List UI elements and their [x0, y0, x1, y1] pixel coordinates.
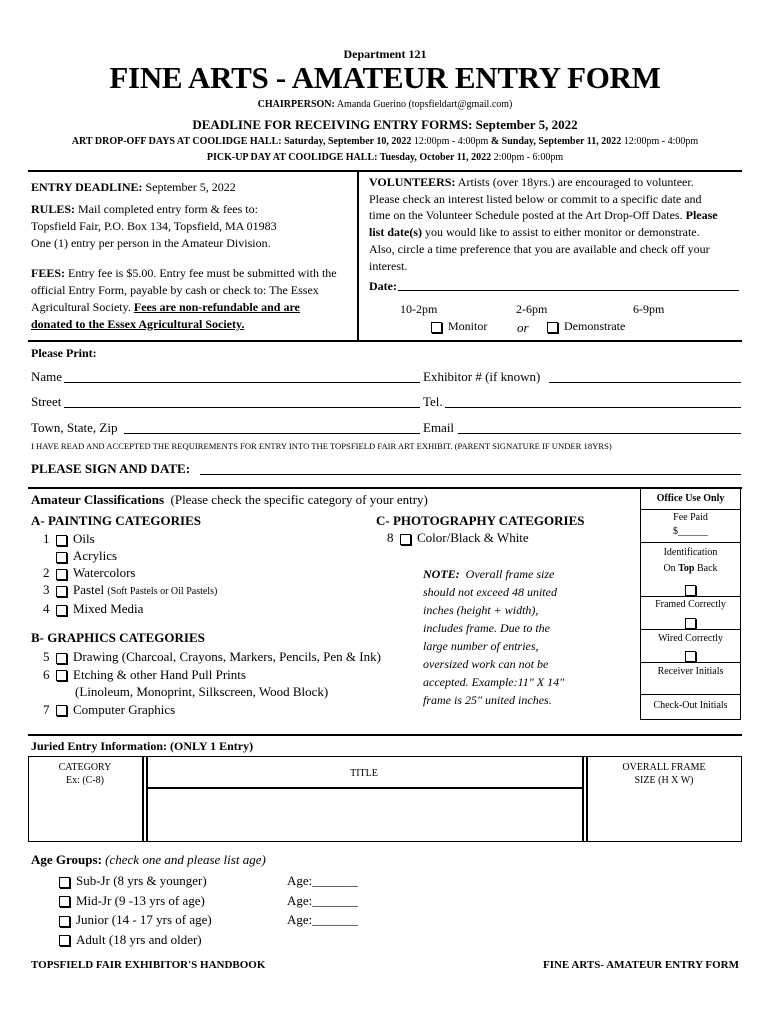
checkbox[interactable] [56, 535, 67, 546]
tel-label: Tel. [423, 394, 443, 409]
divider [28, 170, 742, 172]
divider [640, 596, 741, 597]
category-etching[interactable]: 6 Etching & other Hand Pull Prints [43, 666, 246, 682]
painting-list [43, 530, 217, 617]
checkbox[interactable] [59, 935, 70, 946]
deadline-line: DEADLINE FOR RECEIVING ENTRY FORMS: September 5, 2022 [192, 117, 578, 132]
exhibitor-label: Exhibitor # (if known) [423, 369, 541, 384]
town-label: Town, State, Zip [31, 420, 118, 435]
name-field[interactable] [64, 382, 420, 383]
category-computer-graphics[interactable]: 7 Computer Graphics [43, 701, 176, 717]
divider [640, 509, 741, 510]
email-field[interactable] [458, 433, 741, 434]
etching-detail: (Linoleum, Monoprint, Silkscreen, Wood Block) [75, 684, 329, 699]
volunteers: VOLUNTEERS: Artists (over 18yrs.) are encouraged to volunteer. Please check an interest listed below or commit to a specific date and time on the Volunteer Schedule posted at the Art Drop-Off Dates. Please list date(s) you would like to assist to either monitor or demonstrate. Also, circle a time preference that you are available and check off your interest. [369, 175, 718, 273]
age-sub-jr[interactable]: Sub-Jr (8 yrs & younger) [59, 871, 212, 891]
painting-title: A- PAINTING CATEGORIES [31, 513, 201, 528]
category-photo[interactable]: 8 Color/Black & White [387, 530, 529, 545]
pickup-line: PICK-UP DAY AT COOLIDGE HALL: Tuesday, October 11, 2022 2:00pm - 6:00pm [206, 152, 564, 163]
divider [582, 756, 584, 842]
wired-correctly: Wired Correctly [658, 633, 723, 644]
checkbox[interactable] [59, 916, 70, 927]
checkbox[interactable] [400, 534, 411, 545]
age-field[interactable]: Age:_______ [287, 892, 358, 908]
divider [28, 734, 742, 736]
age-groups-list [59, 871, 212, 949]
classifications-heading: Amateur Classifications (Please check the specific category of your entry) [31, 492, 428, 507]
age-junior[interactable]: Junior (14 - 17 yrs of age) [59, 910, 212, 930]
divider [142, 756, 144, 842]
time-2-6[interactable]: 2-6pm [516, 302, 548, 316]
time-10-2[interactable]: 10-2pm [400, 302, 438, 316]
volunteer-date-label: Date: [369, 279, 397, 293]
email-label: Email [423, 420, 455, 435]
juried-title: Juried Entry Information: (ONLY 1 Entry) [31, 739, 254, 753]
frame-size-header: OVERALL FRAME SIZE (H X W) [622, 762, 706, 786]
divider [640, 542, 741, 543]
category-acrylics[interactable]: Acrylics [43, 547, 217, 564]
age-field[interactable]: Age:_______ [287, 873, 358, 888]
sign-label: PLEASE SIGN AND DATE: [31, 461, 191, 476]
age-adult[interactable]: Adult (18 yrs and older) [59, 930, 212, 950]
checkbox[interactable] [56, 670, 67, 681]
category-input[interactable] [30, 790, 141, 840]
identification: Identification [663, 547, 718, 558]
checkbox[interactable] [56, 705, 67, 716]
category-header: CATEGORY Ex: (C-8) [58, 762, 112, 786]
checkbox[interactable] [56, 653, 67, 664]
graphics-list [43, 648, 381, 718]
divider [28, 487, 742, 489]
demonstrate-checkbox[interactable] [547, 322, 558, 333]
town-field[interactable] [124, 433, 420, 434]
category-drawing[interactable]: 5 Drawing (Charcoal, Crayons, Markers, Pencils, Pen & Ink) [43, 649, 381, 664]
or-label: or [517, 320, 529, 335]
department: Department 121 [343, 47, 427, 61]
graphics-title: B- GRAPHICS CATEGORIES [31, 630, 205, 645]
divider [640, 629, 741, 630]
dropoff-line: ART DROP-OFF DAYS AT COOLIDGE HALL: Saturday, September 10, 2022 12:00pm - 4:00pm & Sunday, September 11, 2022 12:00pm - 4:00pm [71, 136, 699, 147]
age-groups-heading: Age Groups: (check one and please list age) [31, 852, 266, 867]
category-oils[interactable]: 1 Oils [43, 531, 95, 546]
page-title: FINE ARTS - AMATEUR ENTRY FORM [109, 60, 661, 95]
chairperson: CHAIRPERSON: Amanda Guerino (topsfieldart@gmail.com) [257, 99, 513, 110]
checkbox[interactable] [56, 605, 67, 616]
exhibitor-field[interactable] [549, 382, 741, 383]
divider [357, 170, 359, 340]
framed-correctly: Framed Correctly [655, 599, 726, 610]
title-input[interactable] [148, 790, 581, 840]
fee-paid-field[interactable]: $______ [673, 526, 708, 537]
category-pastel[interactable]: 3 Pastel (Soft Pastels or Oil Pastels) [43, 582, 218, 597]
divider [146, 787, 584, 789]
divider [640, 694, 741, 695]
street-label: Street [31, 394, 62, 409]
monitor-checkbox[interactable] [431, 322, 442, 333]
demonstrate-option[interactable]: Demonstrate [547, 319, 625, 334]
please-print: Please Print: [31, 346, 97, 360]
signature-field[interactable] [200, 474, 741, 475]
monitor-option[interactable]: Monitor [431, 319, 487, 334]
divider [640, 662, 741, 663]
checkbox[interactable] [59, 896, 70, 907]
category-mixed-media[interactable]: 4 Mixed Media [43, 601, 144, 616]
frame-note: NOTE: Overall frame size should not exceed 48 united inches (height + width), includes frame. Due to the large number of entries, oversized work can not be accepted. Example:11" X 14" frame is 25" united inches. [423, 567, 565, 707]
category-watercolors[interactable]: 2 Watercolors [43, 565, 136, 580]
frame-size-input[interactable] [588, 790, 740, 840]
footer-right: FINE ARTS- AMATEUR ENTRY FORM [542, 959, 739, 971]
photo-title: C- PHOTOGRAPHY CATEGORIES [376, 513, 585, 528]
checkout-initials: Check-Out Initials [653, 700, 728, 711]
receiver-initials: Receiver Initials [657, 666, 724, 677]
name-label: Name [31, 369, 63, 384]
divider [28, 340, 742, 342]
checkbox[interactable] [56, 586, 67, 597]
checkbox[interactable] [56, 569, 67, 580]
checkbox[interactable] [59, 877, 70, 888]
office-use-title: Office Use Only [656, 493, 725, 504]
fee-paid: Fee Paid [673, 512, 708, 523]
checkbox[interactable] [56, 552, 67, 563]
footer-left: TOPSFIELD FAIR EXHIBITOR'S HANDBOOK [31, 959, 266, 971]
age-mid-jr[interactable]: Mid-Jr (9 -13 yrs of age) [59, 891, 212, 911]
title-header: TITLE [350, 768, 378, 779]
time-6-9[interactable]: 6-9pm [633, 302, 665, 316]
age-fields [287, 871, 358, 930]
volunteer-date-line[interactable] [398, 290, 739, 291]
agreement-text: I HAVE READ AND ACCEPTED THE REQUIREMENTS FOR ENTRY INTO THE TOPSFIELD FAIR ART EXHIBIT. (PARENT SIGNATURE IF UNDER 18YRS) [31, 441, 612, 451]
age-field[interactable]: Age:_______ [287, 912, 358, 927]
tel-field[interactable] [445, 407, 741, 408]
on-top-back: On Top Back [663, 563, 718, 574]
left-info: ENTRY DEADLINE: September 5, 2022 RULES: Mail completed entry form & fees to: Topsfield Fair, P.O. Box 134, Topsfield, MA 01983 One (1) entry per person in the Amateur Division. FEES: Entry fee is $5.00. Entry fee must be submitted with the official Entry Form, payable by cash or check to: The Essex Agricultural Society. Fees are non-refundable and are donated to the Essex Agricultural Society. [31, 180, 337, 331]
street-field[interactable] [64, 407, 420, 408]
